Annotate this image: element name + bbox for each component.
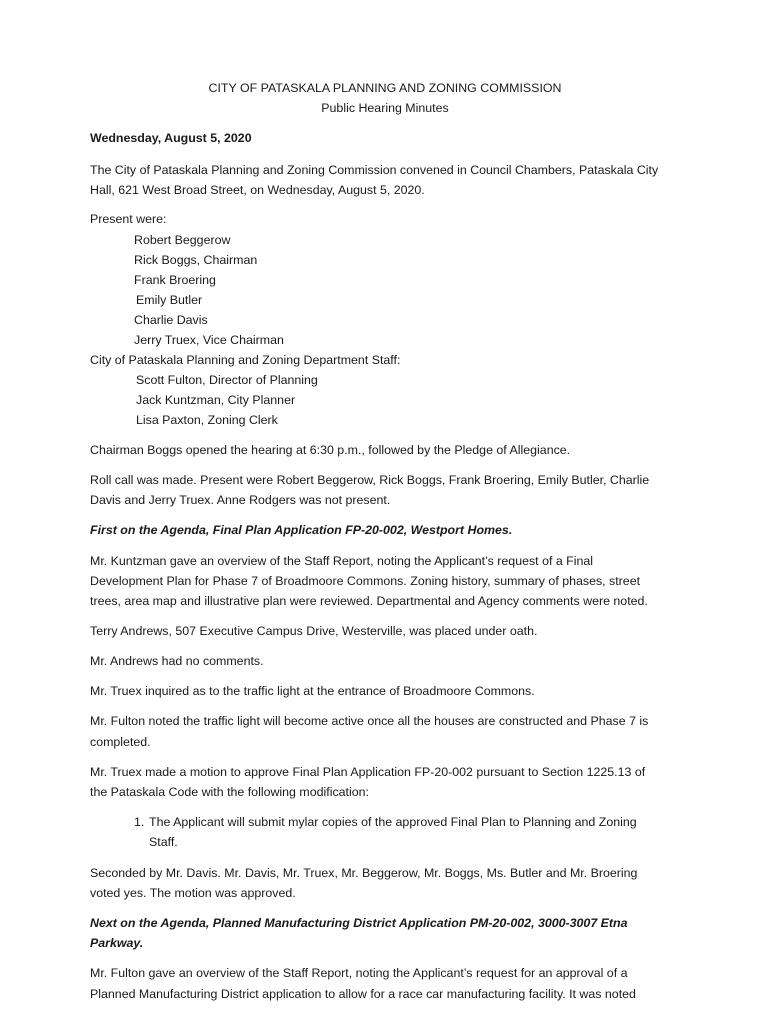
fulton-overview-line-1: Mr. Fulton gave an overview of the Staff Report, noting the Applicant’s request for an approval of a [90,966,628,980]
truex-inquiry: Mr. Truex inquired as to the traffic light at the entrance of Broadmoore Commons. [90,684,535,698]
kuntzman-overview-line-2: Development Plan for Phase 7 of Broadmoore Commons. Zoning history, summary of phases, street [90,574,641,588]
agenda-item-2-heading-line-2: Parkway. [90,936,144,950]
meeting-date: Wednesday, August 5, 2020 [90,131,252,145]
opening-paragraph: Chairman Boggs opened the hearing at 6:30 p.m., followed by the Pledge of Allegiance. [90,443,571,457]
motion-line-2: the Pataskala Code with the following modification: [90,785,369,799]
member-beggerow: Robert Beggerow [134,233,231,247]
agenda-item-2-heading-line-1: Next on the Agenda, Planned Manufacturing District Application PM-20-002, 3000-3007 Etna [90,916,628,930]
roll-call-line-1: Roll call was made. Present were Robert Beggerow, Rick Boggs, Frank Broering, Emily Butler, Charlie [90,473,650,487]
andrews-comment: Mr. Andrews had no comments. [90,654,264,668]
modification-line-2: Staff. [149,835,178,849]
kuntzman-overview-line-3: trees, area map and illustrative plan were reviewed. Departmental and Agency comments were noted. [90,594,648,608]
member-broering: Frank Broering [134,273,216,287]
vote-line-1: Seconded by Mr. Davis. Mr. Davis, Mr. Truex, Mr. Beggerow, Mr. Boggs, Ms. Butler and Mr. Broering [90,866,638,880]
fulton-note-line-1: Mr. Fulton noted the traffic light will become active once all the houses are constructed and Phase 7 is [90,714,649,728]
staff-fulton: Scott Fulton, Director of Planning [136,373,318,387]
intro-line-1: The City of Pataskala Planning and Zoning Commission convened in Council Chambers, Pataskala City [90,163,659,177]
staff-label: City of Pataskala Planning and Zoning Department Staff: [90,353,401,367]
modification-line-1: The Applicant will submit mylar copies of the approved Final Plan to Planning and Zoning [149,815,637,829]
vote-line-2: voted yes. The motion was approved. [90,886,296,900]
member-boggs: Rick Boggs, Chairman [134,253,258,267]
member-davis: Charlie Davis [134,313,208,327]
staff-kuntzman: Jack Kuntzman, City Planner [136,393,296,407]
intro-line-2: Hall, 621 West Broad Street, on Wednesday, August 5, 2020. [90,183,425,197]
member-truex: Jerry Truex, Vice Chairman [134,333,284,347]
fulton-note-line-2: completed. [90,735,151,749]
kuntzman-overview-line-1: Mr. Kuntzman gave an overview of the Staff Report, noting the Applicant’s request of a Final [90,554,594,568]
modification-number: 1. [134,815,145,829]
motion-line-1: Mr. Truex made a motion to approve Final Plan Application FP-20-002 pursuant to Section 1225.13 of [90,765,646,779]
member-butler: Emily Butler [136,293,203,307]
document-title: CITY OF PATASKALA PLANNING AND ZONING COMMISSION [208,81,562,95]
document-subtitle: Public Hearing Minutes [321,101,449,115]
fulton-overview-line-2: Planned Manufacturing District application to allow for a race car manufacturing facility. It was noted [90,987,636,1001]
agenda-item-1-heading: First on the Agenda, Final Plan Application FP-20-002, Westport Homes. [90,523,513,537]
present-label: Present were: [90,212,167,226]
andrews-oath: Terry Andrews, 507 Executive Campus Drive, Westerville, was placed under oath. [90,624,538,638]
roll-call-line-2: Davis and Jerry Truex. Anne Rodgers was not present. [90,493,391,507]
staff-paxton: Lisa Paxton, Zoning Clerk [136,413,278,427]
